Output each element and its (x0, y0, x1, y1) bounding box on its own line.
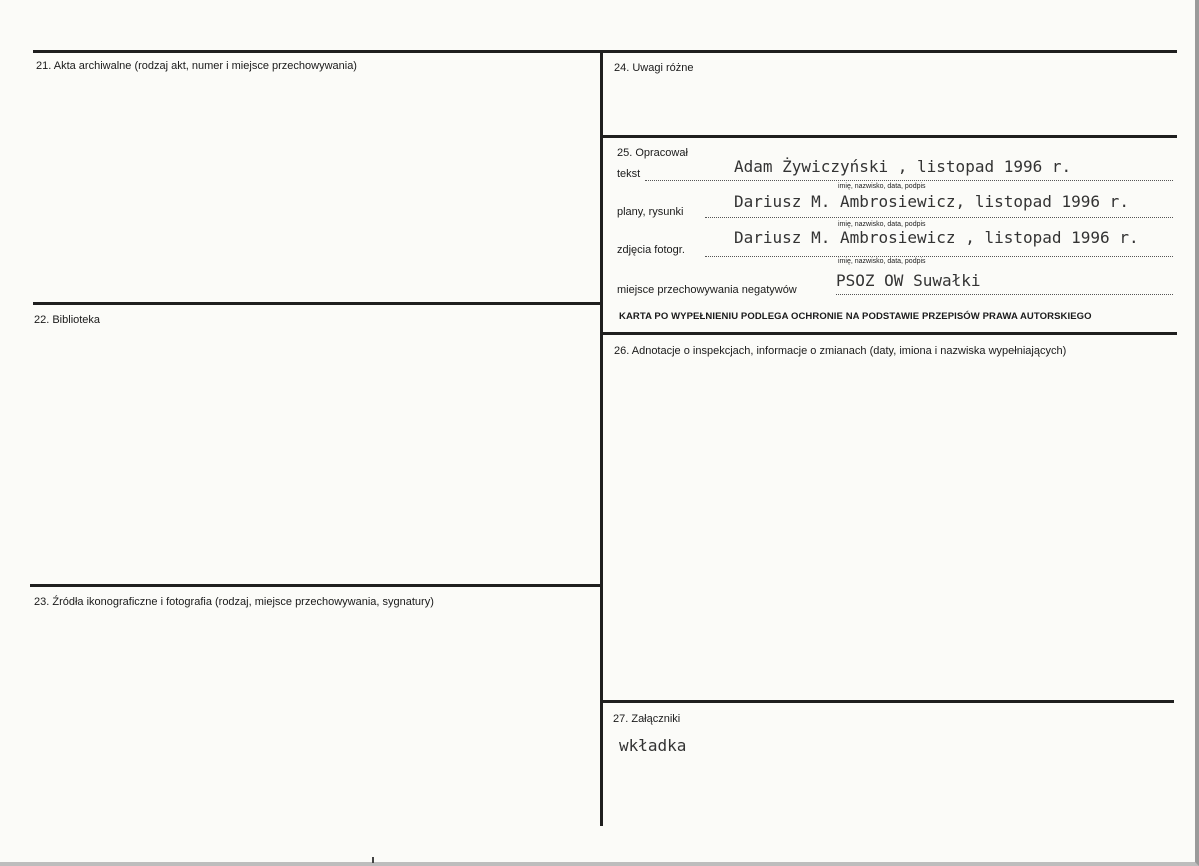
negatywy-value: PSOZ OW Suwałki (836, 271, 981, 290)
tekst-label: tekst (617, 168, 641, 180)
section-21-label: 21. Akta archiwalne (rodzaj akt, numer i miejsce przechowywania) (36, 60, 357, 72)
divider-24-25 (602, 135, 1177, 138)
tekst-value: Adam Żywiczyński , listopad 1996 r. (734, 157, 1072, 176)
top-rule (33, 50, 1177, 53)
copyright-notice: KARTA PO WYPEŁNIENIU PODLEGA OCHRONIE NA PODSTAWIE PRZEPISÓW PRAWA AUTORSKIEGO (619, 311, 1092, 322)
zalaczniki-value: wkładka (619, 736, 687, 755)
plany-label: plany, rysunki (617, 206, 684, 218)
section-22-label: 22. Biblioteka (34, 314, 101, 326)
negatywy-line (836, 294, 1173, 295)
plany-line (705, 217, 1173, 218)
tekst-line (645, 180, 1173, 181)
section-27-label: 27. Załączniki (613, 713, 681, 725)
center-divider (600, 50, 603, 826)
bottom-tick (372, 857, 374, 863)
section-25-label: 25. Opracował (617, 147, 688, 159)
plany-value: Dariusz M. Ambrosiewicz, listopad 1996 r. (734, 192, 1129, 211)
divider-22-23 (30, 584, 602, 587)
zdjecia-value: Dariusz M. Ambrosiewicz , listopad 1996 r. (734, 228, 1139, 247)
section-24-label: 24. Uwagi różne (614, 62, 694, 74)
zdjecia-line (705, 256, 1173, 257)
tekst-caption: imię, nazwisko, data, podpis (838, 183, 926, 190)
negatywy-label: miejsce przechowywania negatywów (617, 284, 797, 296)
section-26-label: 26. Adnotacje o inspekcjach, informacje o zmianach (daty, imiona i nazwiska wypełniających) (614, 345, 1067, 357)
zdjecia-label: zdjęcia fotogr. (617, 244, 685, 256)
section-23-label: 23. Źródła ikonograficzne i fotografia (rodzaj, miejsce przechowywania, sygnatury) (34, 596, 434, 608)
zdjecia-caption: imię, nazwisko, data, podpis (838, 258, 926, 265)
divider-21-22 (33, 302, 602, 305)
divider-25-26 (602, 332, 1177, 335)
plany-caption: imię, nazwisko, data, podpis (838, 221, 926, 228)
divider-26-27 (602, 700, 1174, 703)
